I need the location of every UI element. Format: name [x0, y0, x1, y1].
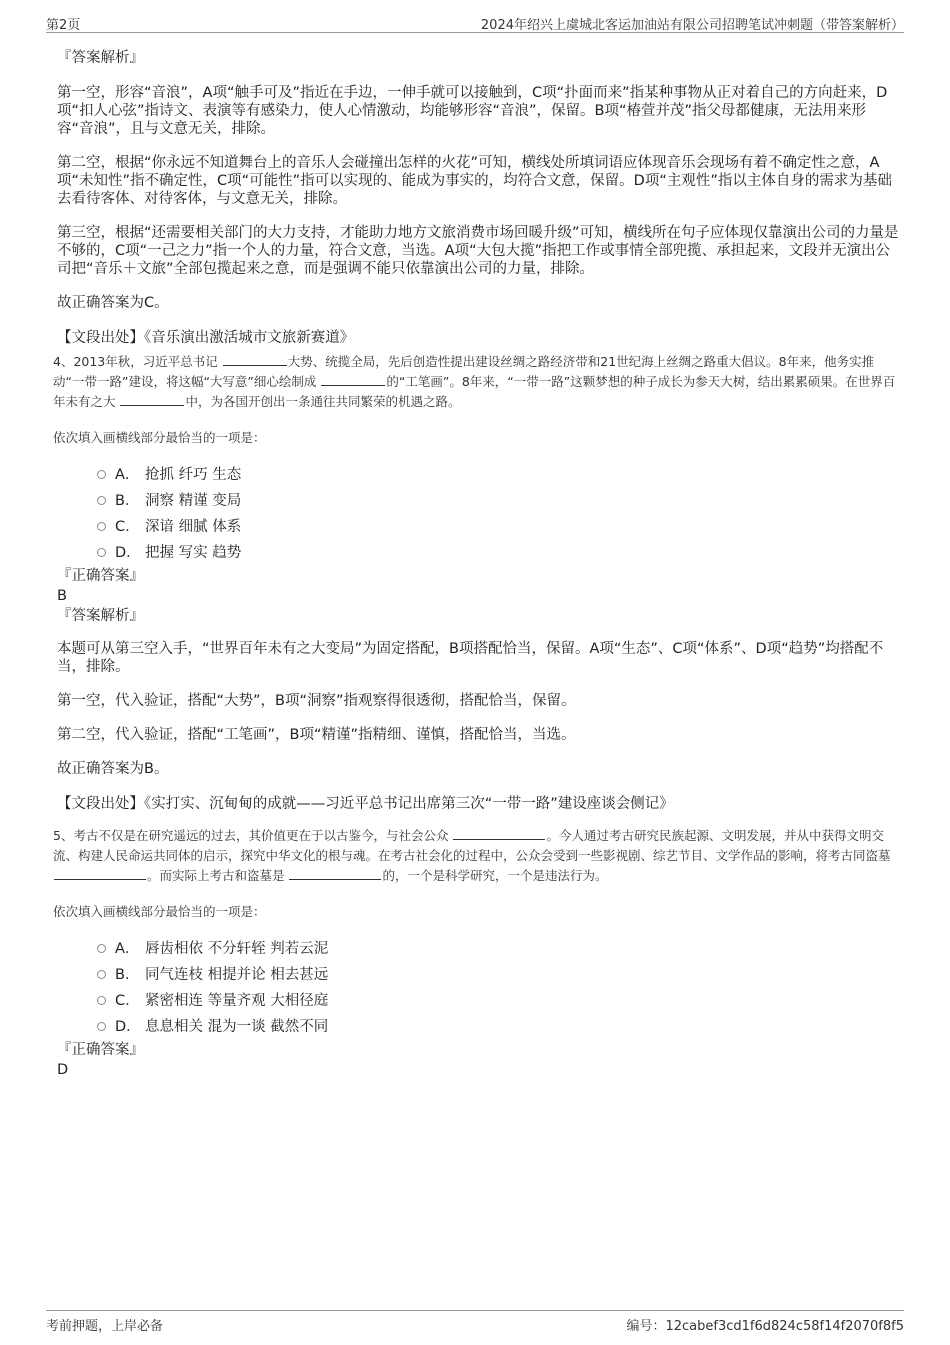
options-list — [97, 934, 902, 1038]
correct-answer-heading: 『正确答案』 — [57, 1042, 144, 1058]
question-prompt: 依次填入画横线部分最恰当的一项是： — [53, 904, 266, 919]
correct-answer: D — [57, 1062, 69, 1078]
correct-answer: B — [57, 588, 67, 604]
option-b[interactable]: B． 同气连枝 相提并论 相去甚远 — [97, 960, 902, 986]
correct-answer-heading: 『正确答案』 — [57, 568, 144, 584]
analysis-paragraph: 第一空，形容“音浪”，A项“触手可及”指近在手边，一伸手就可以接触到，C项“扑面而来”指某种事物从正对着自己的方向赶来，D项“扣人心弦”指诗文、表演等有感染力，使人心情激动，均能够形容“音浪”，保留。B项“椿萱并茂”指父母都健康，无法用来形容“音浪”，且与文意无关，排除。 — [57, 85, 888, 137]
radio-icon[interactable] — [97, 944, 106, 953]
page-footer — [46, 1310, 904, 1335]
radio-icon[interactable] — [97, 496, 106, 505]
page-content — [53, 44, 902, 1080]
radio-icon[interactable] — [97, 1022, 106, 1031]
page-number: 第2页 — [46, 18, 81, 33]
radio-icon[interactable] — [97, 996, 106, 1005]
answer-blank — [223, 353, 287, 366]
answer-blank — [453, 827, 545, 840]
analysis-heading: 『答案解析』 — [57, 608, 144, 624]
answer-blank — [120, 393, 184, 406]
page-header — [46, 12, 904, 33]
document-id: 编号：12cabef3cd1f6d824c58f14f2070f8f5 — [626, 1319, 904, 1334]
document-title: 2024年绍兴上虞城北客运加油站有限公司招聘笔试冲刺题（带答案解析） — [480, 18, 904, 33]
question-5 — [53, 826, 902, 922]
analysis-paragraph: 第一空，代入验证，搭配“大势”，B项“洞察”指观察得很透彻，搭配恰当，保留。 — [57, 693, 576, 709]
analysis-paragraph: 本题可从第三空入手，“世界百年未有之大变局”为固定搭配，B项搭配恰当，保留。A项“生态”、C项“体系”、D项“趋势”均搭配不当，排除。 — [57, 641, 884, 675]
source-citation: 【文段出处】《实打实、沉甸甸的成就——习近平总书记出席第三次“一带一路”建设座谈会侧记》 — [57, 796, 674, 812]
radio-icon[interactable] — [97, 522, 106, 531]
source-citation: 【文段出处】《音乐演出激活城市文旅新赛道》 — [57, 330, 355, 346]
answer-blank — [321, 373, 385, 386]
conclusion: 故正确答案为C。 — [57, 295, 169, 311]
conclusion: 故正确答案为B。 — [57, 761, 169, 777]
option-c[interactable]: C． 紧密相连 等量齐观 大相径庭 — [97, 986, 902, 1012]
answer-blank — [289, 867, 381, 880]
options-list — [97, 460, 902, 564]
option-a[interactable]: A． 抢抓 纤巧 生态 — [97, 460, 902, 486]
footer-slogan: 考前押题，上岸必备 — [46, 1319, 164, 1334]
analysis-paragraph: 第二空，根据“你永远不知道舞台上的音乐人会碰撞出怎样的火花”可知，横线处所填词语应体现音乐会现场有着不确定性之意，A项“未知性”指不确定性，C项“可能性”指可以实现的、能成为事实的，均符合文意，保留。D项“主观性”指以主体自身的需求为基础去看待客体、对待客体，与文意无关，排除。 — [57, 155, 892, 207]
radio-icon[interactable] — [97, 970, 106, 979]
analysis-heading: 『答案解析』 — [57, 50, 144, 66]
analysis-paragraph: 第二空，代入验证，搭配“工笔画”，B项“精谨”指精细、谨慎，搭配恰当，当选。 — [57, 727, 576, 743]
option-d[interactable]: D． 把握 写实 趋势 — [97, 538, 902, 564]
option-d[interactable]: D． 息息相关 混为一谈 截然不同 — [97, 1012, 902, 1038]
option-a[interactable]: A． 唇齿相依 不分轩轾 判若云泥 — [97, 934, 902, 960]
option-b[interactable]: B． 洞察 精谨 变局 — [97, 486, 902, 512]
option-c[interactable]: C． 深谙 细腻 体系 — [97, 512, 902, 538]
question-stem: 4、2013年秋，习近平总书记 大势、统揽全局，先后创造性提出建设丝绸之路经济带和21世纪海上丝绸之路重大倡议。8年来，他务实推动“一带一路”建设，将这幅“大写意”细心绘制成 的“工笔画”。8年来，“一带一路”这颗梦想的种子成长为参天大树，结出累累硕果。在世界百年未有之大 中，为各国开创出一条通往共同繁荣的机遇之路。 — [53, 354, 896, 409]
question-prompt: 依次填入画横线部分最恰当的一项是： — [53, 430, 266, 445]
radio-icon[interactable] — [97, 470, 106, 479]
answer-blank — [54, 867, 146, 880]
radio-icon[interactable] — [97, 548, 106, 557]
analysis-paragraph: 第三空，根据“还需要相关部门的大力支持，才能助力地方文旅消费市场回暖升级”可知，横线所在句子应体现仅靠演出公司的力量是不够的，C项“一己之力”指一个人的力量，符合文意，当选。A项“大包大揽”指把工作或事情全部兜揽、承担起来，文段并无演出公司把“音乐＋文旅”全部包揽起来之意，而是强调不能只依靠演出公司的力量，排除。 — [57, 225, 899, 277]
question-4 — [53, 352, 902, 448]
question-stem: 5、考古不仅是在研究遥远的过去，其价值更在于以古鉴今，与社会公众 。今人通过考古研究民族起源、文明发展，并从中获得文明交流、构建人民命运共同体的启示，探究中华文化的根与魂。在考古社会化的过程中，公众会受到一些影视剧、综艺节目、文学作品的影响，将考古同盗墓 。而实际上考古和盗墓是 的，一个是科学研究，一个是违法行为。 — [53, 828, 891, 883]
